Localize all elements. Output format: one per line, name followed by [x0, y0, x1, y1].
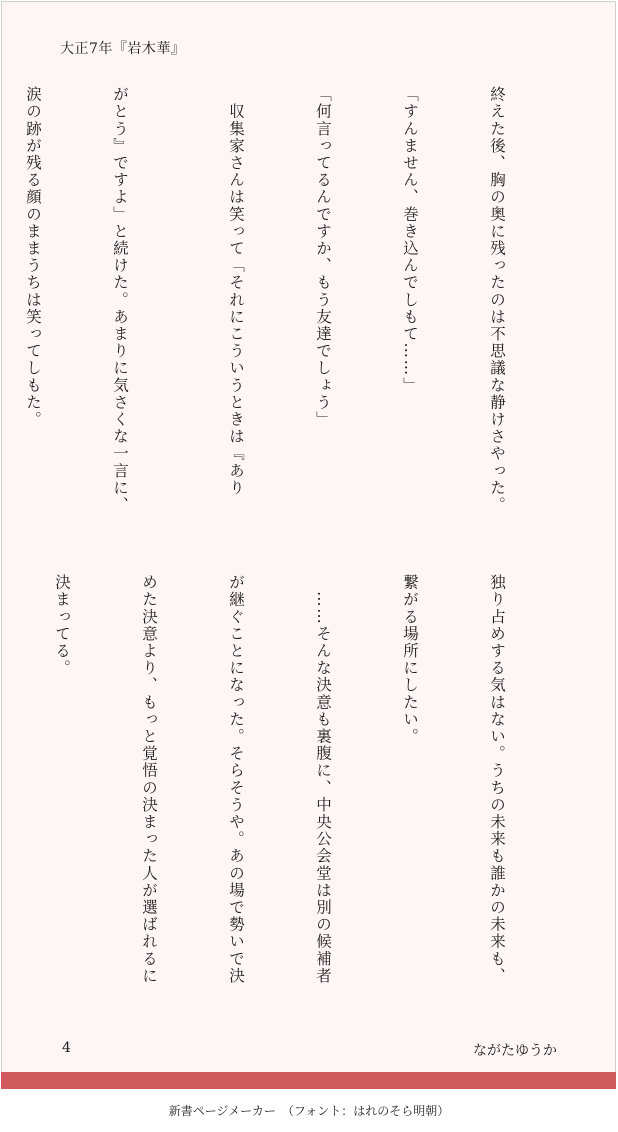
book-page	[1, 1, 616, 1088]
text-line: 収集家さんは笑って「それにこういうときは『あり	[227, 86, 245, 497]
text-line: 終えた後、胸の奥に残ったのは不思議な静けさやった。	[488, 86, 506, 514]
text-line: 「すんません、巻き込んでしもて……」	[401, 86, 419, 394]
text-block-upper	[0, 86, 569, 536]
text-line: ……そんな決意も裏腹に、中央公会堂は別の候補者	[314, 574, 332, 985]
text-line: がとう』ですよ」と続けた。あまりに気さくな一言に、	[111, 86, 129, 514]
text-line: めた決意より、もっと覚悟の決まった人が選ばれるに	[140, 574, 158, 985]
accent-bar	[1, 1072, 616, 1089]
text-line: 決まってる。	[53, 574, 71, 677]
page-number: 4	[62, 1040, 71, 1056]
text-line: が継ぐことになった。そらそうや。あの場で勢いで決	[227, 574, 245, 985]
text-line: 繋がる場所にしたい。	[401, 574, 419, 745]
author-name: ながたゆうか	[473, 1043, 557, 1059]
footer-credit: 新書ページメーカー （フォント：はれのそら明朝）	[168, 1104, 450, 1118]
text-line: 独り占めする気はない。うちの未来も誰かの未来も、	[488, 574, 506, 985]
text-block-lower	[0, 574, 569, 1024]
text-line: 「何言ってるんですか、もう友達でしょう」	[314, 86, 332, 428]
text-line: 涙の跡が残る顔のままうちは笑ってしもた。	[24, 86, 42, 428]
running-header: 大正7年『岩木華』	[60, 41, 186, 57]
